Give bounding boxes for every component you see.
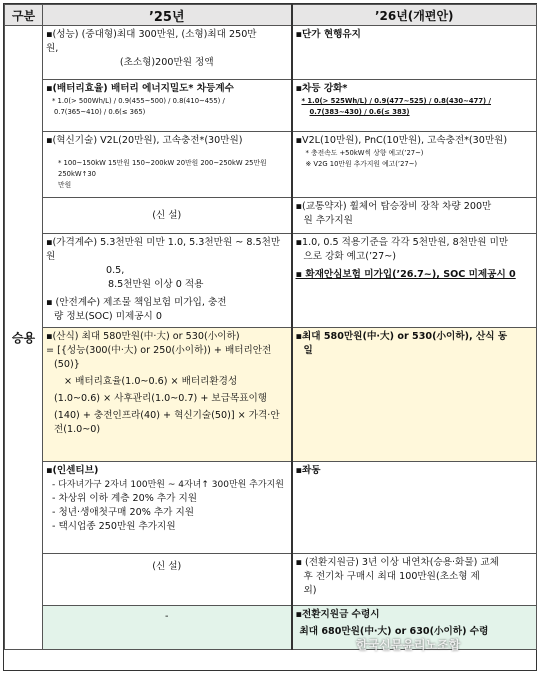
text-line: ▪(인센티브): [46, 465, 99, 476]
text-line: - 다자녀가구 2자녀 100만원 ~ 4자녀↑ 300만원 추가지원: [52, 480, 284, 490]
text-line: (신 설): [152, 561, 182, 572]
text-line: = [{성능(300(中·大) or 250(小이하)) + 배터리안전: [46, 345, 272, 356]
right-cell-performance: [292, 26, 537, 80]
text-line: 원 추가지원: [303, 215, 353, 226]
policy-comparison-table-frame: [3, 3, 537, 671]
table-row: [5, 234, 537, 328]
table-row: [5, 198, 537, 234]
header-row: [5, 5, 537, 26]
text-line: ▪V2L(10만원), PnC(10만원), 고속충전*(30만원): [295, 135, 508, 146]
right-cell-innovation: [292, 132, 537, 198]
left-cell-innovation: [43, 132, 292, 198]
text-line: - 택시업종 250만원 추가지원: [52, 521, 176, 532]
right-cell-incentive: [292, 462, 537, 554]
right-cell-formula: [292, 328, 537, 462]
left-cell-price-safety: [43, 234, 292, 328]
text-line: (140) + 충전인프라(40) + 혁신기술(50)] × 가격·안: [54, 410, 280, 421]
text-line: (50)}: [54, 359, 80, 370]
table-row: [5, 462, 537, 554]
text-line: 0.5,: [106, 265, 125, 276]
table-row: [5, 26, 537, 80]
text-line: ▪단가 현행유지: [295, 29, 361, 40]
text-line: 후 전기차 구매시 최대 100만원(초소형 제: [303, 571, 480, 582]
text-line: × 배터리효율(1.0~0.6) × 배터리환경성: [64, 376, 238, 387]
text-line: 만원: [58, 181, 72, 189]
text-line: 0.7(365~410) / 0.6(≤ 365): [54, 108, 146, 116]
text-line: 원,: [46, 43, 59, 54]
text-line: ▪(혁신기술) V2L(20만원), 고속충전*(30만원): [46, 135, 243, 146]
text-line: (초소형)200만원 정액: [119, 57, 214, 68]
policy-comparison-table: [4, 4, 537, 650]
text-line: ▪ (전환지원금) 3년 이상 내연차(승용·화물) 교체: [295, 557, 499, 568]
text-line: ▪전환지원금 수령시: [295, 609, 380, 620]
text-line: -: [165, 611, 169, 622]
text-line: (1.0~0.6) × 사후관리(1.0~0.7) + 보급목표이행: [54, 393, 268, 404]
left-cell-incentive: [43, 462, 292, 554]
right-cell-battery: [292, 80, 537, 132]
header-2025: ’25년: [43, 5, 292, 26]
table-row: [5, 554, 537, 606]
right-cell-price-safety: [292, 234, 537, 328]
text-line: ▪(가격계수) 5.3천만원 미만 1.0, 5.3천만원 ~ 8.5천만원: [46, 237, 281, 262]
table-row: [5, 328, 537, 462]
text-line: (신 설): [152, 209, 182, 221]
text-line: ▪최대 580만원(中·大) or 530(小이하), 산식 동: [295, 331, 508, 342]
left-cell-battery: [43, 80, 292, 132]
text-line: * 1.0(> 525Wh/L) / 0.9(477~525) / 0.8(430~477) /: [301, 97, 491, 105]
text-line: ▪ (안전계수) 제조물 책임보험 미가입, 충전: [46, 297, 227, 308]
text-line: * 100~150kW 15만원 150~200kW 20만원 200~250kW 25만원 250kW↑30: [58, 159, 267, 178]
table-row: [5, 132, 537, 198]
text-line: ▪(성능) (중대형)최대 300만원, (소형)최대 250만: [46, 29, 257, 40]
text-line: 최대 680만원(中·大) or 630(小이하) 수령: [299, 626, 489, 637]
left-cell-performance: [43, 26, 292, 80]
text-line: 일: [303, 345, 313, 356]
text-line: ▪(산식) 최대 580만원(中·大) or 530(小이하): [46, 331, 240, 342]
text-line: * 충전속도 +50kW씩 상향 예고(’27~): [305, 149, 424, 157]
category-cell: 승용: [5, 26, 43, 650]
text-line: 으로 강화 예고(’27~): [303, 251, 396, 262]
text-line: ▪(교통약자) 휠체어 탑승장비 장착 차량 200만: [295, 201, 492, 212]
text-line: ▪차등 강화*: [295, 83, 348, 94]
header-2026: ’26년(개편안): [292, 5, 537, 26]
right-cell-conversion: [292, 554, 537, 606]
left-cell-formula: [43, 328, 292, 462]
left-cell-new: [43, 198, 292, 234]
text-line: - 청년·생애첫구매 20% 추가 지원: [52, 507, 194, 518]
text-line: 외): [303, 585, 317, 596]
text-line: 8.5천만원 이상 0 적용: [108, 279, 204, 290]
text-line: ▪ 화재안심보험 미가입(’26.7~), SOC 미제공시 0: [295, 269, 516, 280]
text-line: 전(1.0~0): [54, 424, 101, 435]
text-line: ▪(배터리효율) 배터리 에너지밀도* 차등계수: [46, 83, 234, 94]
text-line: ※ V2G 10만원 추가지원 예고(’27~): [305, 160, 418, 168]
left-cell-new-2: [43, 554, 292, 606]
table-row: [5, 80, 537, 132]
text-line: ▪1.0, 0.5 적용기준을 각각 5천만원, 8천만원 미만: [295, 237, 509, 248]
text-line: ▪좌동: [295, 465, 321, 476]
text-line: 량 정보(SOC) 미제공시 0: [54, 311, 162, 322]
text-line: * 1.0(> 500Wh/L) / 0.9(455~500) / 0.8(410~455) /: [52, 97, 225, 105]
right-cell-mobility: [292, 198, 537, 234]
header-category: 구분: [5, 5, 43, 26]
left-cell-dash: [43, 606, 292, 650]
text-line: 0.7(383~430) / 0.6(≤ 383): [309, 108, 410, 116]
text-line: - 차상위 이하 계층 20% 추가 지원: [52, 493, 198, 504]
watermark: 한국신문윤리노조합: [356, 638, 461, 652]
